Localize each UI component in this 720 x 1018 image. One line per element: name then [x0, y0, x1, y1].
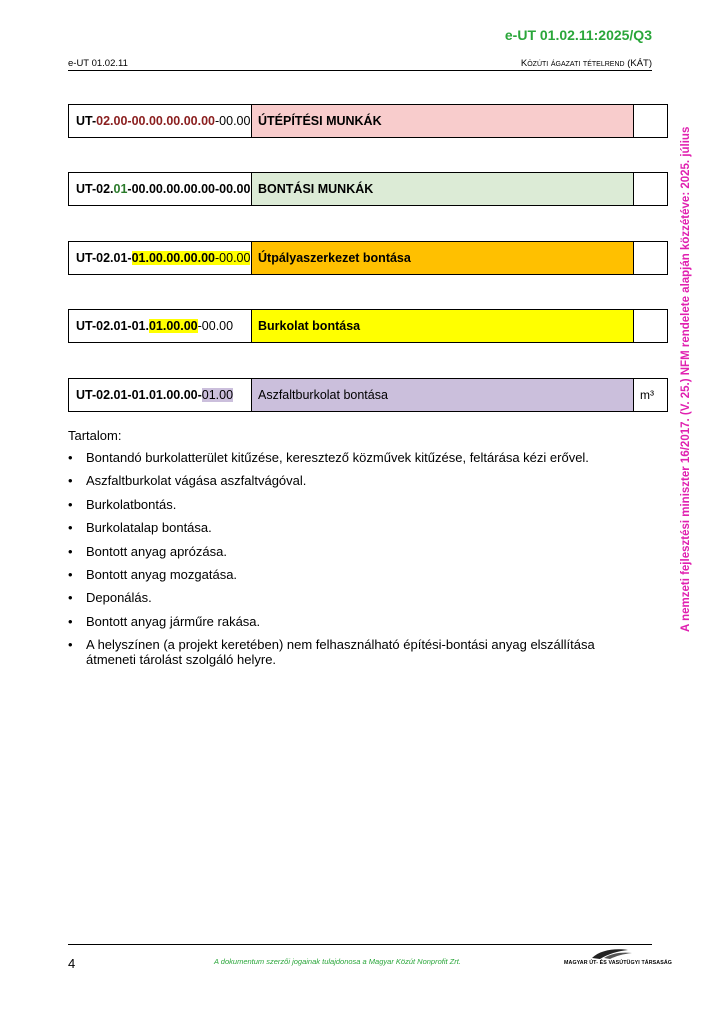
item-row-burkolat: [68, 309, 668, 343]
list-item-text: Bontott anyag mozgatása.: [86, 566, 238, 582]
code-part-b: 01.00.00.00.00: [131, 251, 216, 265]
list-item: [68, 497, 628, 512]
item-row-aszfaltburkolat: [68, 378, 668, 412]
item-unit: [634, 310, 667, 342]
item-unit: m³: [640, 388, 654, 402]
item-unit: [634, 242, 667, 274]
list-item-text: Bontott anyag járműre rakása.: [86, 613, 261, 629]
code-part-a: UT-02.01-01.01.00.00-: [76, 388, 202, 402]
code-part-a: UT-02.01-: [76, 251, 132, 265]
item-title: BONTÁSI MUNKÁK: [252, 173, 634, 205]
list-item-text: A helyszínen (a projekt keretében) nem felhasználható építési-bontási anyag elszállítása átmeneti tárolást szolgáló helyre.: [86, 637, 595, 668]
item-unit: [634, 105, 667, 137]
item-code: [69, 105, 252, 137]
code-part-b: 01: [113, 182, 128, 196]
header-left: e-UT 01.02.11: [68, 58, 128, 69]
list-item-text: Burkolatalap bontása.: [86, 520, 212, 536]
page-number: 4: [68, 956, 76, 971]
item-code: [69, 310, 252, 342]
bullet-icon: •: [68, 613, 73, 629]
document-code: e-UT 01.02.11:2025/Q3: [504, 27, 652, 43]
bullet-icon: •: [68, 566, 73, 582]
list-item-text: Bontandó burkolatterület kitűzése, keresztező közművek kitűzése, feltárása kézi erővel.: [86, 450, 589, 465]
bullet-icon: •: [68, 473, 73, 489]
list-item: [68, 520, 628, 535]
code-part-b: 01.00.00: [148, 319, 198, 333]
header-rule: [68, 70, 652, 71]
list-item-text: Deponálás.: [86, 590, 152, 606]
bullet-icon: •: [68, 637, 73, 653]
list-item: [68, 544, 628, 559]
list-item: [68, 614, 628, 629]
item-row-utpalyaszerkezet: [68, 241, 668, 275]
bullet-icon: •: [68, 590, 73, 606]
list-item: [68, 450, 628, 465]
list-item: [68, 567, 628, 582]
content-list: [68, 450, 628, 676]
logo-caption: MAGYAR ÚT- ÉS VASÚTÜGYI TÁRSASÁG: [564, 960, 672, 966]
bullet-icon: •: [68, 496, 73, 512]
list-item: [68, 590, 628, 605]
bullet-icon: •: [68, 450, 73, 465]
list-item: [68, 637, 628, 667]
header-right: Közúti ágazati tételrend (KÁT): [520, 58, 652, 69]
code-part-c: -00.00.00.00.00-00.00: [127, 182, 251, 196]
copyright-notice: A dokumentum szerzői jogainak tulajdonosa a Magyar Közút Nonprofit Zrt.: [214, 957, 461, 966]
bullet-icon: •: [68, 520, 73, 536]
list-item-text: Aszfaltburkolat vágása aszfaltvágóval.: [86, 473, 307, 489]
list-item: [68, 473, 628, 488]
code-part-c: -00.00: [215, 114, 251, 128]
code-part-c: -00.00: [215, 251, 251, 265]
code-part-c: -00.00: [197, 319, 234, 333]
item-row-bontasi: [68, 172, 668, 206]
code-part-a: UT-: [76, 114, 97, 128]
code-part-b: 02.00-00.00.00.00.00: [96, 114, 215, 128]
item-row-utepitesi: [68, 104, 668, 138]
code-part-a: UT-02.01-01.: [76, 319, 149, 333]
list-item-text: Burkolatbontás.: [86, 496, 177, 512]
item-code: [69, 242, 252, 274]
publication-note: A nemzeti fejlesztési miniszter 16/2017. (V. 25.) NFM rendelete alapján közzétéve: 2025. július: [680, 126, 692, 632]
bullet-icon: •: [68, 543, 73, 559]
item-title: ÚTÉPÍTÉSI MUNKÁK: [252, 105, 634, 137]
footer-rule: [68, 944, 652, 945]
code-part-b: 01.00: [201, 388, 234, 402]
content-label: Tartalom:: [68, 428, 122, 443]
item-code: [69, 173, 252, 205]
item-unit: [634, 173, 667, 205]
code-part-a: UT-02.: [76, 182, 114, 196]
item-title: Burkolat bontása: [252, 310, 634, 342]
list-item-text: Bontott anyag aprózása.: [86, 543, 227, 559]
item-code: [69, 379, 252, 411]
item-title: Útpályaszerkezet bontása: [252, 242, 634, 274]
item-title: Aszfaltburkolat bontása: [252, 379, 634, 411]
